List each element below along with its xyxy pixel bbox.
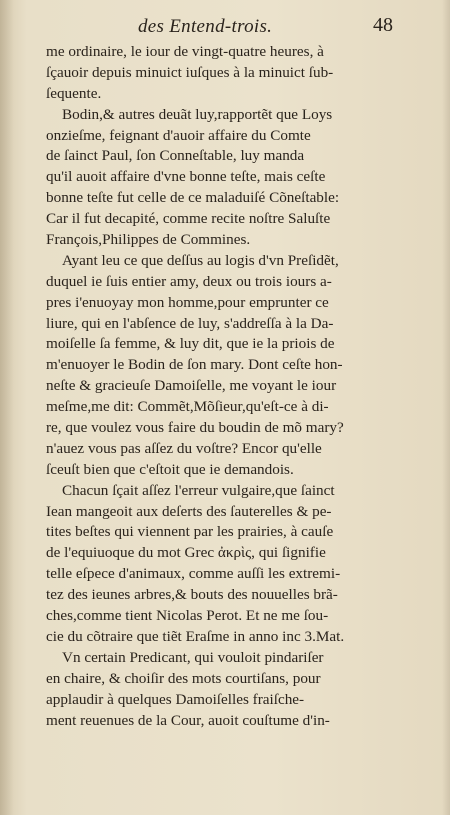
text-line: de ſainct Paul, ſon Conneſtable, luy manda (46, 147, 305, 165)
page-gutter-shadow (0, 0, 14, 815)
text-line: neſte & gracieuſe Damoiſelle, me voyant le iour (46, 377, 337, 395)
text-line: pres i'enuoyay mon homme,pour emprunter ce (46, 293, 329, 311)
page-header (0, 10, 450, 42)
text-line: Vn certain Predicant, qui vouloit pindariſer (62, 648, 324, 666)
text-line: ches,comme tient Nicolas Perot. Et ne me ſou- (46, 607, 329, 625)
text-line: n'auez vous pas aſſez du voſtre? Encor qu'elle (46, 439, 322, 457)
text-line: moiſelle ſa femme, & luy dit, que ie la priois de (46, 335, 335, 353)
text-line: liure, qui en l'abſence de luy, s'addreſſa à la Da- (46, 314, 334, 332)
page-edge-shadow (442, 0, 450, 815)
text-line: Iean mangeoit aux deſerts des ſauterelles & pe- (46, 502, 332, 520)
text-line: ſceuſt bien que c'eſtoit que ie demandois. (46, 460, 294, 478)
text-line: telle eſpece d'animaux, comme auſſi les extremi- (46, 565, 341, 583)
text-line: cie du cõtraire que tiẽt Eraſme in anno inc 3.Mat. (46, 627, 345, 645)
text-line: Ayant leu ce que deſſus au logis d'vn Preſidẽt, (62, 251, 339, 269)
text-line: en chaire, & choiſir des mots courtiſans, pour (46, 669, 321, 687)
running-title: des Entend-trois. (138, 16, 273, 37)
text-line: Chacun ſçait aſſez l'erreur vulgaire,que ſainct (62, 481, 335, 499)
text-line: me ordinaire, le iour de vingt-quatre heures, à (46, 43, 324, 60)
text-line: ment reuenues de la Cour, auoit couſtume d'in- (46, 711, 330, 729)
text-line: Car il fut decapité, comme recite noſtre Saluſte (46, 210, 331, 228)
text-line: applaudir à quelques Damoiſelles fraiſche- (46, 690, 305, 708)
text-line: de l'equiuoque du mot Grec ἀκρὶς, qui ſignifie (46, 544, 326, 562)
text-line: Bodin,& autres deuãt luy,rapportẽt que Loys (62, 105, 333, 123)
text-line: bonne teſte fut celle de ce maladuiſé Cõneſtable: (46, 189, 340, 207)
text-line: tez des ieunes arbres,& bouts des nouuelles brã- (46, 586, 338, 604)
text-line: meſme,me dit: Commẽt,Mõſieur,qu'eſt-ce à di- (46, 398, 329, 416)
page-body-text (46, 42, 396, 731)
text-line: qu'il auoit affaire d'vne bonne teſte, mais ceſte (46, 168, 326, 186)
text-line: re, que voulez vous faire du boudin de mõ mary? (46, 419, 344, 437)
text-line: duquel ie ſuis entier amy, deux ou trois iours a- (46, 272, 332, 290)
text-line: ſequente. (46, 84, 102, 102)
text-line: ſçauoir depuis minuict iuſques à la minuict ſub- (46, 63, 334, 81)
page-number: 48 (373, 14, 393, 36)
text-line: onzieſme, feignant d'auoir affaire du Comte (46, 126, 311, 144)
text-line: tites beſtes qui viennent par les prairies, à cauſe (46, 523, 334, 541)
text-line: François,Philippes de Commines. (46, 231, 251, 249)
text-line: m'enuoyer le Bodin de ſon mary. Dont ceſte hon- (46, 356, 343, 374)
